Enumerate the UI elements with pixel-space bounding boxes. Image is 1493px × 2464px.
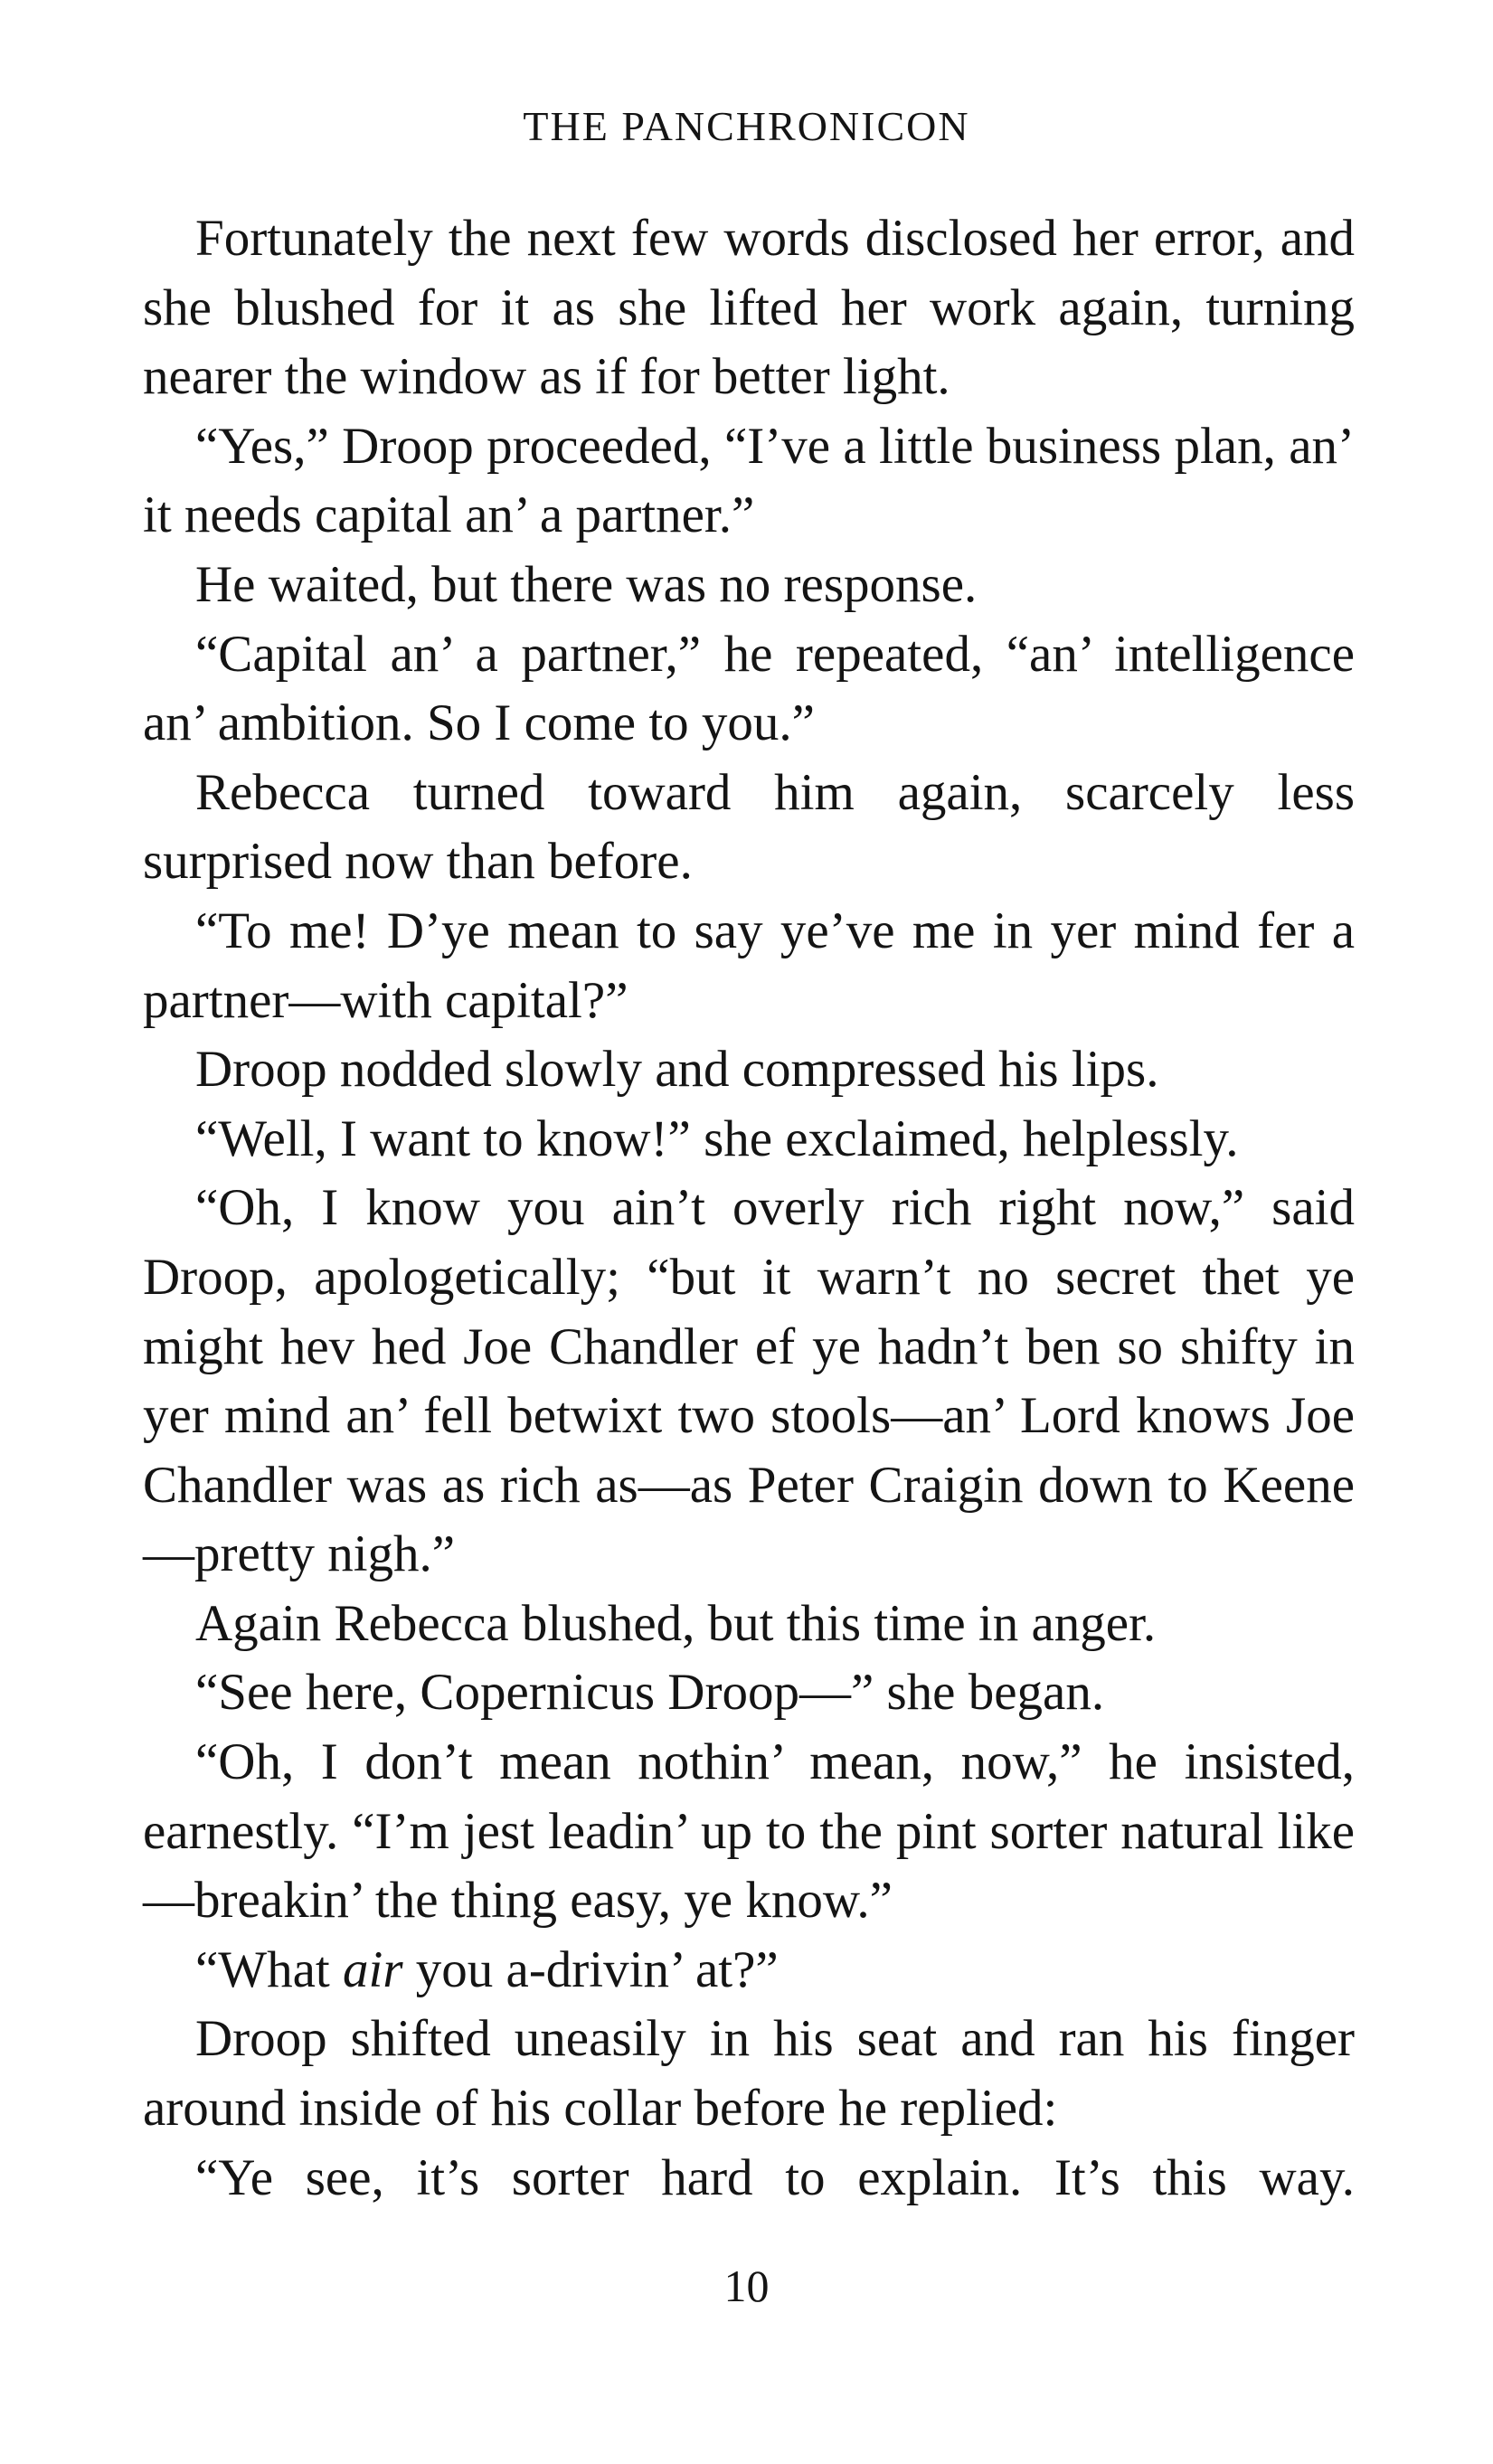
italic-word: air xyxy=(342,1940,403,1998)
paragraph: “Oh, I don’t mean nothin’ mean, now,” he insisted, earnestly. “I’m jest leadin’ up to the pint sorter natural like—breakin’ the thing easy, ye know.” xyxy=(143,1733,1355,1930)
running-title: THE PANCHRONICON xyxy=(523,103,970,149)
page-number: 10 xyxy=(723,2261,770,2311)
paragraph: “See here, Copernicus Droop—” she began. xyxy=(195,1664,1105,1722)
paragraph: “Oh, I know you ain’t overly rich right now,” said Droop, apologetically; “but it warn’t no secret thet ye might hev hed Joe Chandler ef ye hadn’t ben so shifty in yer mind an’ fell betwixt two stools—an’ Lord knows Joe Chandler was as rich as—as Peter Craigin down to Keene—pretty nigh.” xyxy=(143,1179,1355,1583)
paragraph: “Capital an’ a partner,” he repeated, “an’ intelligence an’ ambition. So I come to you.” xyxy=(143,625,1355,752)
paragraph: “Ye see, it’s sorter hard to explain. It’s this way. xyxy=(195,2148,1355,2206)
paragraph: Rebecca turned toward him again, scarcely less surprised now than before. xyxy=(143,763,1355,891)
paragraph: Fortunately the next few words disclosed her error, and she blushed for it as she lifted her work again, turning nearer the window as if for better light. xyxy=(143,210,1355,406)
paragraph: Droop shifted uneasily in his seat and ran his finger around inside of his collar before he replied: xyxy=(143,2010,1355,2138)
paragraph-text-before: “What xyxy=(195,1940,343,1998)
paragraph: “Yes,” Droop proceeded, “I’ve a little business plan, an’ it needs capital an’ a partner.” xyxy=(143,417,1355,544)
body-text xyxy=(143,204,1355,2213)
paragraph: “To me! D’ye mean to say ye’ve me in yer mind fer a partner—with capital?” xyxy=(143,902,1355,1029)
paragraph-with-italic xyxy=(143,1936,1355,2006)
paragraph-text-after: you a-drivin’ at?” xyxy=(402,1940,779,1998)
paragraph: Droop nodded slowly and compressed his lips. xyxy=(195,1041,1159,1099)
paragraph: “Well, I want to know!” she exclaimed, helplessly. xyxy=(195,1109,1239,1167)
paragraph: He waited, but there was no response. xyxy=(195,555,978,613)
paragraph: Again Rebecca blushed, but this time in anger. xyxy=(195,1594,1157,1652)
